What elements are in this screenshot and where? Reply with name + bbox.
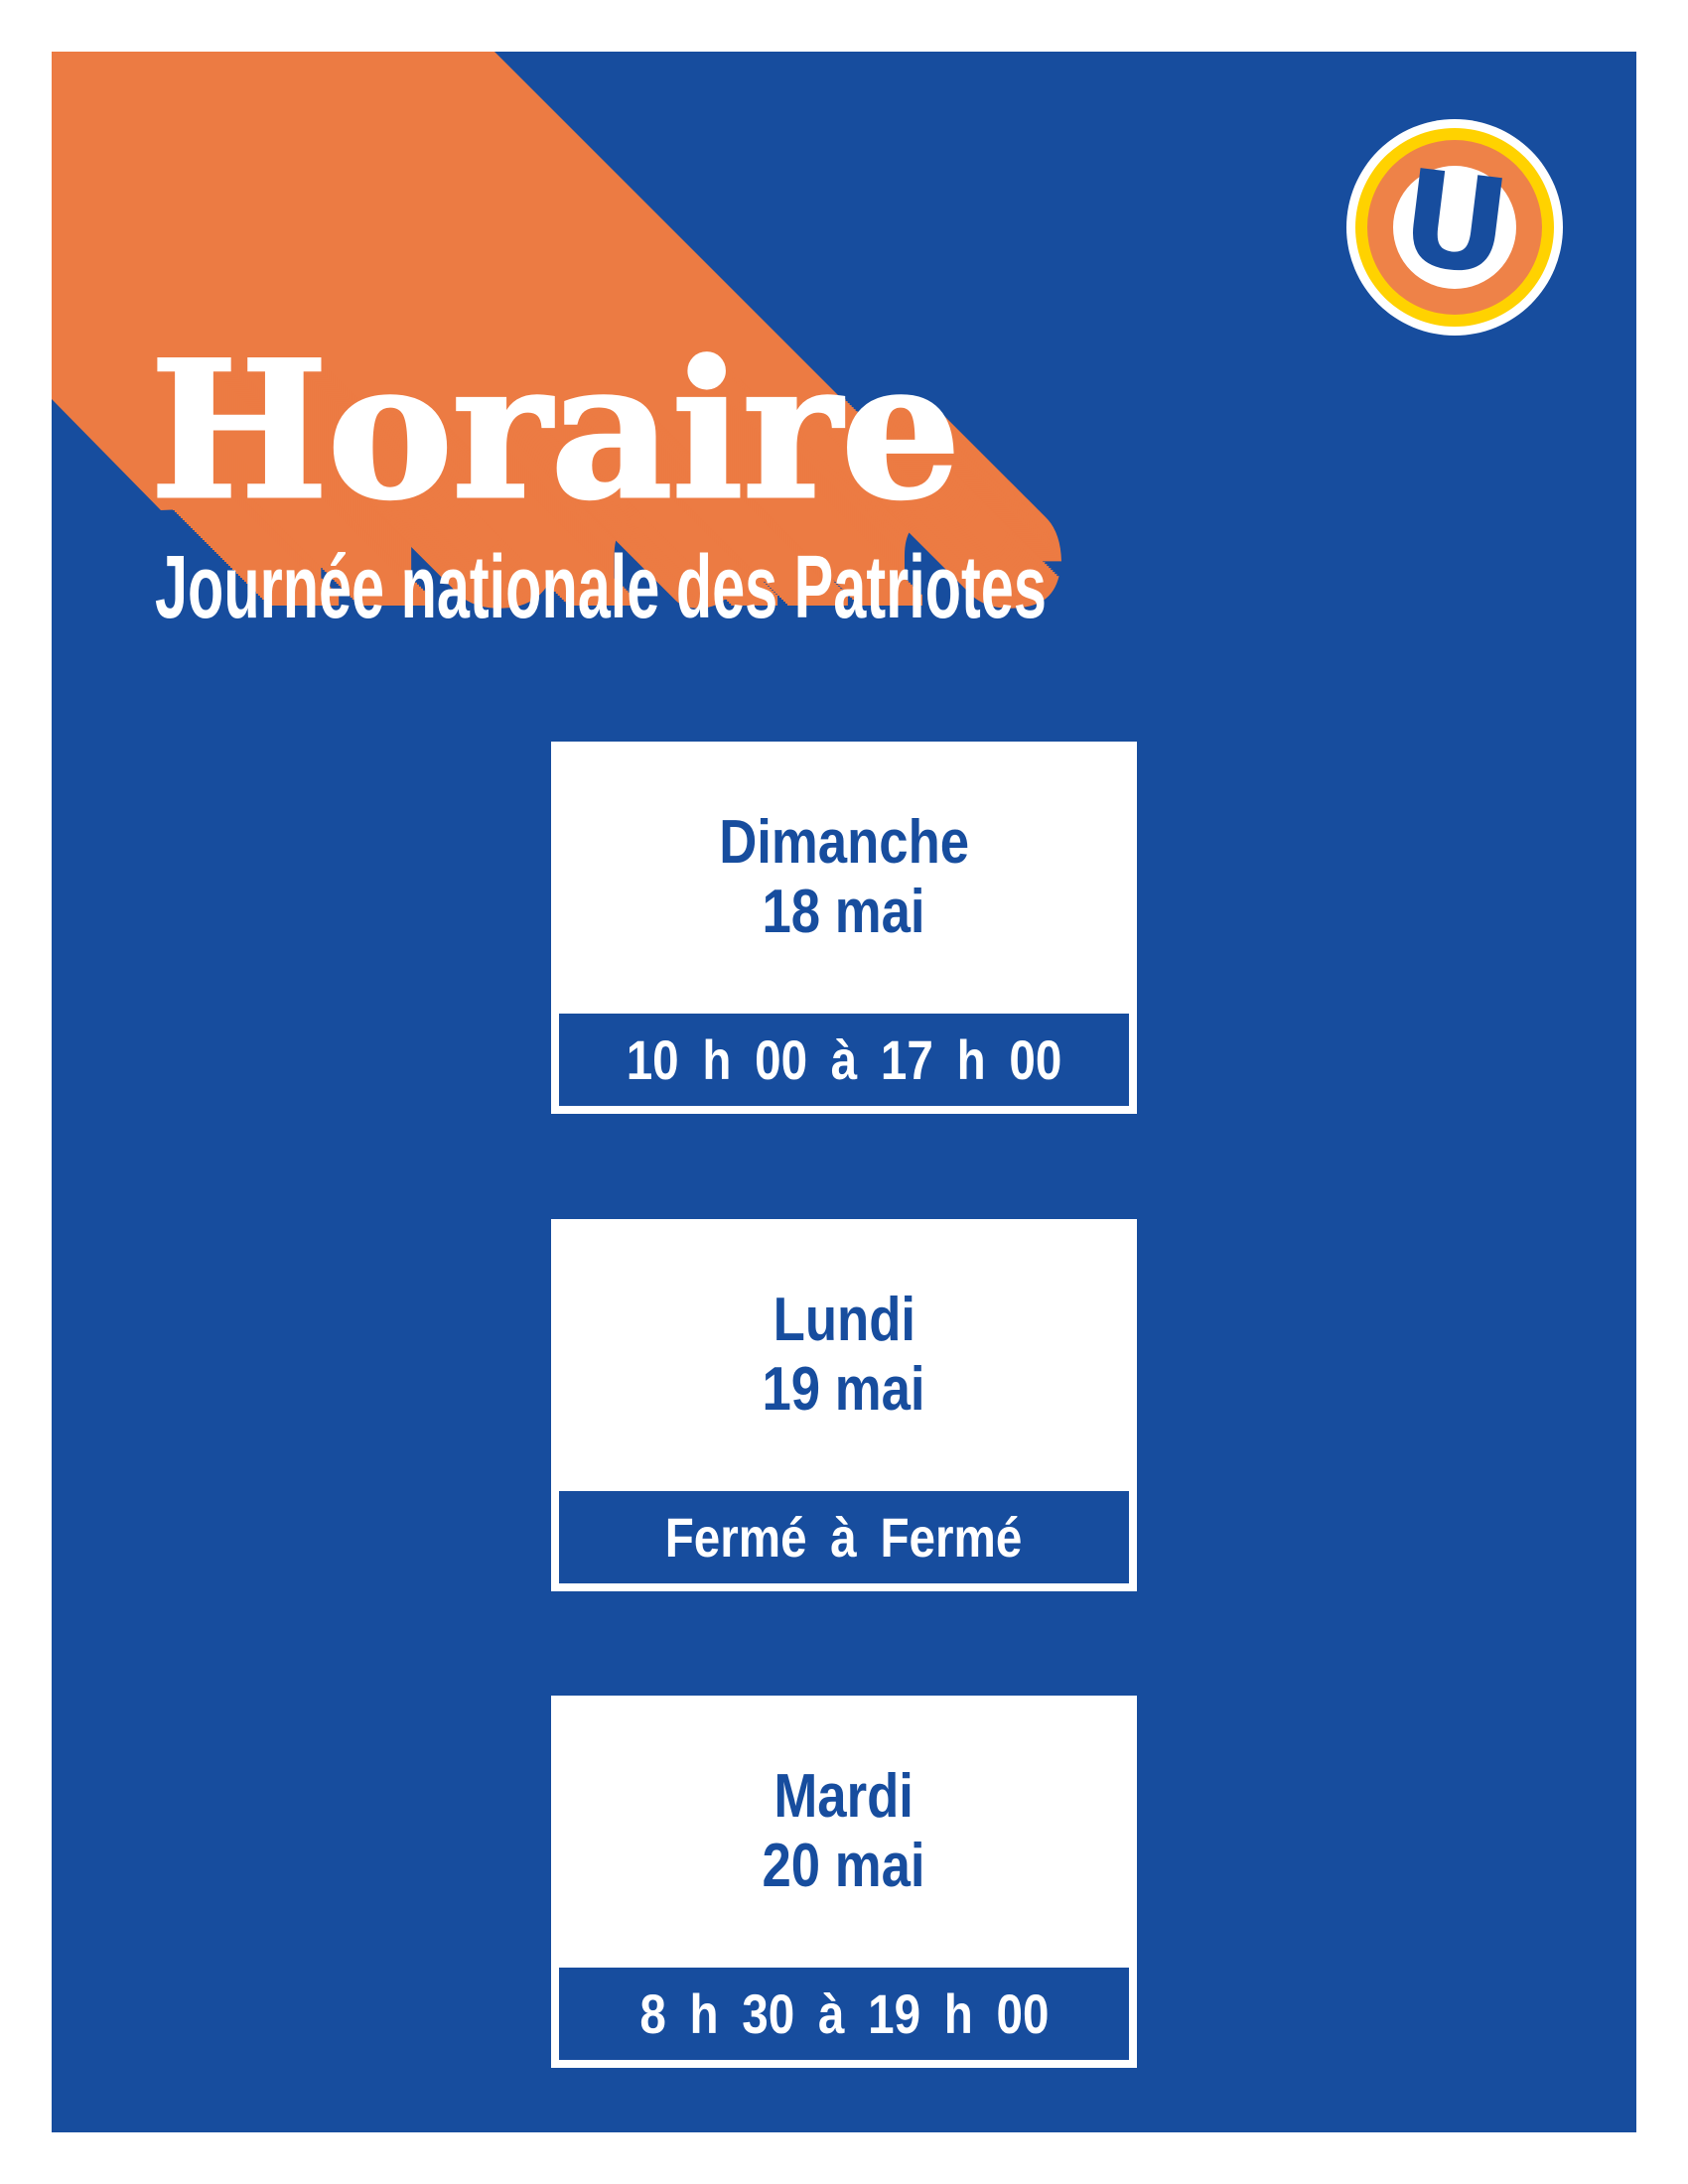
card-hours-label: 10 h 00 à 17 h 00 [626,1027,1062,1091]
card-day-label: Lundi [773,1286,915,1354]
card-hours-label: 8 h 30 à 19 h 00 [638,1981,1050,2045]
schedule-card-mardi [551,1696,1137,2068]
logo-u-letter: U [1392,141,1518,306]
page-title: Horaire [150,320,960,541]
page-subtitle: Journée nationale des Patriotes [155,538,1047,637]
card-header [551,1696,1137,1968]
card-hours-label: Fermé à Fermé [665,1505,1023,1569]
card-day-label: Dimanche [719,808,969,877]
card-hours-band [559,1491,1129,1583]
brand-logo [1346,119,1563,336]
card-hours-band [559,1968,1129,2060]
schedule-card-dimanche [551,742,1137,1114]
poster-page [52,52,1636,2132]
card-hours-band [559,1014,1129,1106]
card-header [551,742,1137,1014]
card-date-label: 20 mai [762,1832,926,1900]
card-day-label: Mardi [774,1762,914,1831]
card-date-label: 19 mai [762,1355,926,1424]
card-header [551,1219,1137,1491]
schedule-card-lundi [551,1219,1137,1591]
card-date-label: 18 mai [762,878,926,946]
